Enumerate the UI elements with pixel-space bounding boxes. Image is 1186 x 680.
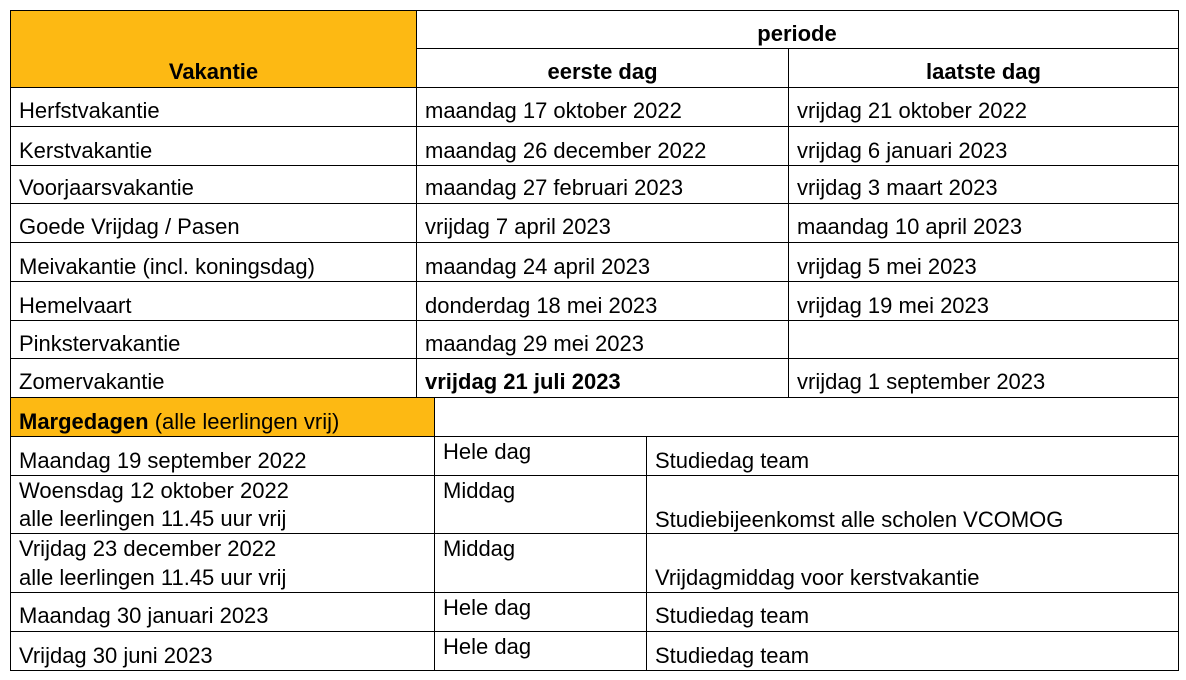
margedag-date: Maandag 30 januari 2023: [19, 603, 269, 628]
margedag-type: Middag: [443, 478, 516, 503]
table-border: [10, 436, 1179, 437]
table-border: [10, 126, 1179, 127]
vacation-last-day: vrijdag 1 september 2023: [797, 369, 1046, 394]
margedag-description: Studiedag team: [655, 448, 810, 473]
table-border: [10, 533, 1179, 534]
vacation-name: Meivakantie (incl. koningsdag): [19, 254, 315, 279]
vacation-first-day: maandag 27 februari 2023: [425, 175, 684, 200]
vacation-last-day: vrijdag 5 mei 2023: [797, 254, 977, 279]
margedagen-title-bold: Margedagen: [19, 409, 149, 434]
margedag-description: Vrijdagmiddag voor kerstvakantie: [655, 565, 980, 590]
vacation-name: Voorjaarsvakantie: [19, 175, 194, 200]
table-border: [788, 48, 789, 398]
margedag-date: Vrijdag 30 juni 2023: [19, 643, 213, 668]
margedag-date: Vrijdag 23 december 2022: [19, 536, 277, 561]
vacation-first-day: maandag 26 december 2022: [425, 138, 707, 163]
vacation-first-day: maandag 29 mei 2023: [425, 331, 644, 356]
table-border: [10, 203, 1179, 204]
vacation-last-day: vrijdag 6 januari 2023: [797, 138, 1008, 163]
table-border: [10, 165, 1179, 166]
table-border: [416, 10, 417, 398]
periode-header: periode: [757, 21, 837, 46]
margedag-date: Woensdag 12 oktober 2022: [19, 478, 289, 503]
vacation-first-day: maandag 24 april 2023: [425, 254, 651, 279]
eerste-dag-header: eerste dag: [547, 59, 658, 84]
margedag-type: Middag: [443, 536, 516, 561]
table-border: [10, 320, 1179, 321]
vacation-first-day: donderdag 18 mei 2023: [425, 293, 658, 318]
vacation-first-day: vrijdag 7 april 2023: [425, 214, 611, 239]
table-border: [10, 670, 1179, 671]
table-border: [10, 281, 1179, 282]
vacation-last-day: vrijdag 21 oktober 2022: [797, 98, 1027, 123]
margedag-date: Maandag 19 september 2022: [19, 448, 307, 473]
vacation-last-day: maandag 10 april 2023: [797, 214, 1023, 239]
vacation-first-day: maandag 17 oktober 2022: [425, 98, 682, 123]
table-border: [10, 10, 11, 671]
vacation-name: Goede Vrijdag / Pasen: [19, 214, 240, 239]
table-border: [10, 242, 1179, 243]
table-border: [434, 397, 435, 671]
vacation-name: Hemelvaart: [19, 293, 132, 318]
margedag-note: alle leerlingen 11.45 uur vrij: [19, 565, 287, 590]
vacation-last-day: vrijdag 19 mei 2023: [797, 293, 990, 318]
vakantie-header: Vakantie: [168, 59, 259, 84]
vacation-name: Zomervakantie: [19, 369, 165, 394]
vacation-first-day: vrijdag 21 juli 2023: [425, 369, 621, 394]
table-border: [646, 436, 647, 671]
table-border: [10, 475, 1179, 476]
vacation-name: Pinkstervakantie: [19, 331, 181, 356]
vacation-name: Herfstvakantie: [19, 98, 160, 123]
vacation-name: Kerstvakantie: [19, 138, 153, 163]
table-border: [10, 592, 1179, 593]
margedag-description: Studiedag team: [655, 643, 810, 668]
table-border: [10, 397, 1179, 398]
margedagen-title: [19, 409, 339, 435]
laatste-dag-header: laatste dag: [926, 59, 1041, 84]
margedag-note: alle leerlingen 11.45 uur vrij: [19, 506, 287, 531]
table-border: [416, 48, 1179, 49]
margedagen-title-rest: (alle leerlingen vrij): [148, 409, 340, 434]
vacation-last-day: vrijdag 3 maart 2023: [797, 175, 998, 200]
table-border: [10, 358, 1179, 359]
margedag-type: Hele dag: [443, 634, 532, 659]
table-border: [10, 87, 1179, 88]
margedag-description: Studiebijeenkomst alle scholen VCOMOG: [655, 507, 1064, 532]
table-border: [10, 10, 1179, 11]
table-border: [1178, 10, 1179, 671]
margedag-type: Hele dag: [443, 595, 532, 620]
table-border: [10, 631, 1179, 632]
margedag-type: Hele dag: [443, 439, 532, 464]
margedag-description: Studiedag team: [655, 603, 810, 628]
